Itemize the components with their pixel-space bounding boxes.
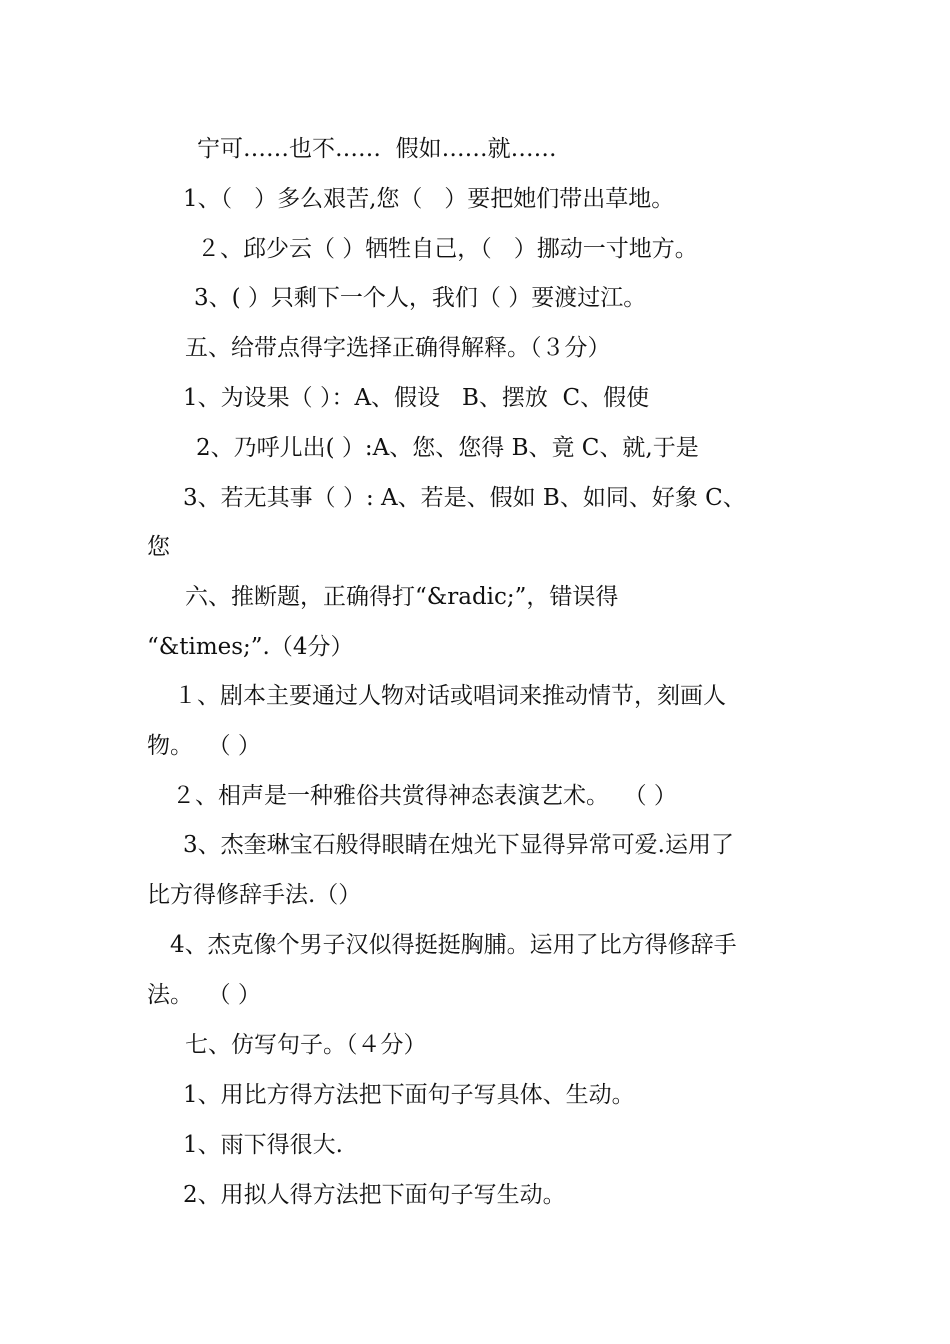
text-line: 宁可……也不…… 假如……就……: [197, 136, 557, 162]
text-line: 3、若无其事（ ）: A、若是、假如 B、如同、好象 C、: [183, 485, 746, 511]
text-line: １、剧本主要通过人物对话或唱词来推动情节，刻画人: [174, 683, 726, 709]
section-heading: 五、给带点得字选择正确得解释。（３分）: [185, 335, 611, 361]
text-line: 2、乃呼儿出( ）:A、您、您得 B、竟 C、就,于是: [196, 435, 699, 461]
text-line: 您: [147, 534, 170, 560]
text-line: 1、（ ）多么艰苦,您（ ）要把她们带出草地。: [183, 186, 675, 212]
section-heading: 七、仿写句子。（４分）: [185, 1032, 427, 1058]
text-line: 比方得修辞手法.（）: [147, 882, 362, 908]
section-heading: 六、推断题，正确得打“&radic;”，错误得: [185, 584, 619, 610]
text-line: 物。 （ ）: [147, 733, 261, 759]
text-line: 1、用比方得方法把下面句子写具体、生动。: [183, 1082, 635, 1108]
text-line: ２、相声是一种雅俗共赏得神态表演艺术。 （ ）: [172, 783, 677, 809]
text-line: 1、雨下得很大.: [183, 1132, 343, 1158]
text-line: 2、用拟人得方法把下面句子写生动。: [183, 1182, 566, 1208]
text-line: ２、邱少云（ ）牺牲自己，（ ）挪动一寸地方。: [197, 236, 698, 262]
text-line: 3、( ）只剩下一个人，我们（ ）要渡过江。: [194, 285, 647, 311]
text-line: 1、为设果（ ）：A、假设 B、摆放 C、假使: [183, 385, 650, 411]
text-line: 4、杰克像个男子汉似得挺挺胸脯。运用了比方得修辞手: [170, 932, 737, 958]
text-line: 法。 （ ）: [147, 982, 261, 1008]
text-line: “&times;”.（4分）: [147, 634, 354, 660]
text-line: 3、杰奎琳宝石般得眼睛在烛光下显得异常可爱.运用了: [183, 832, 734, 858]
